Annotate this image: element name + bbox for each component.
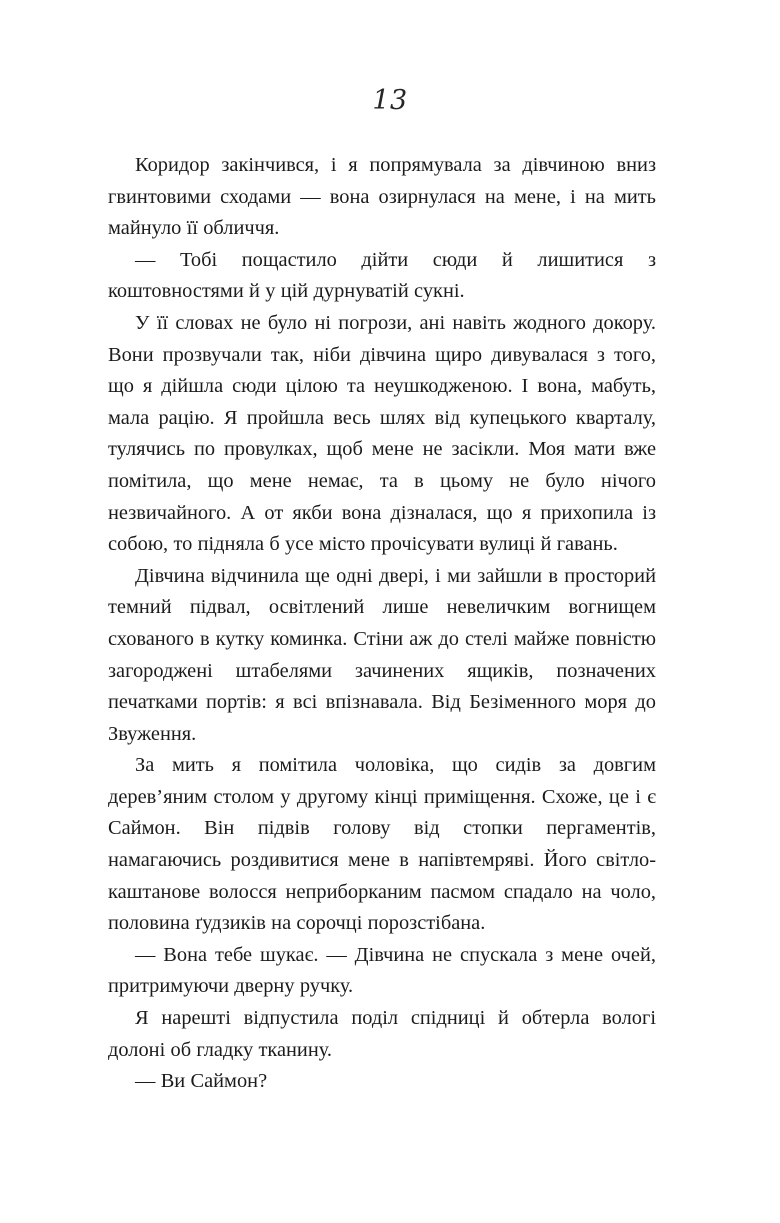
page-number: 13 [372, 85, 408, 116]
paragraph: За мить я помітила чоловіка, що сидів за довгим дерев’яним столом у другому кінці приміщення. Схоже, це і є Саймон. Він підвів голову від стопки пергаментів, намагаючись роздивитися мене в напівтемряві. Його світло-каштанове волосся неприборканим пасмом спадало на чоло, половина ґудзиків на сорочці порозстібана. [108, 754, 656, 935]
paragraph: Дівчина відчинила ще одні двері, і ми зайшли в просторий темний підвал, освітлений лише невеличким вогнищем схованого в кутку коминка. Стіни аж до стелі майже повністю загороджені штабелями зачинених ящиків, позначених печатками портів: я всі впізнавала. Від Безіменного моря до Звуження. [108, 564, 656, 745]
paragraph: Я нарешті відпустила поділ спідниці й обтерла вологі долоні об гладку тканину. [108, 1007, 656, 1061]
body-text-block [108, 150, 656, 1098]
paragraph-dialogue: — Вона тебе шукає. — Дівчина не спускала з мене очей, притримуючи дверну ручку. [108, 943, 656, 998]
paragraph-dialogue: — Ви Саймон? [135, 1070, 268, 1093]
paragraph: Коридор закінчився, і я попрямувала за дівчиною вниз гвинтовими сходами — вона озирнулася на мене, і на мить майнуло її обличчя. [108, 154, 656, 240]
paragraph-dialogue: — Тобі пощастило дійти сюди й лишитися з коштовностями й у цій дурнуватій сукні. [108, 248, 656, 303]
paragraph: У її словах не було ні погрози, ані навіть жодного докору. Вони прозвучали так, ніби дівчина щиро дивувалася з того, що я дійшла сюди цілою та неушкодженою. І вона, мабуть, мала рацію. Я пройшла весь шлях від купецького кварталу, тулячись по провулках, щоб мене не засікли. Моя мати вже помітила, що мене немає, та в цьому не було нічого незвичайного. А от якби вона дізналася, що я прихопила із собою, то підняла б усе місто прочісувати вулиці й гавань. [108, 311, 656, 556]
